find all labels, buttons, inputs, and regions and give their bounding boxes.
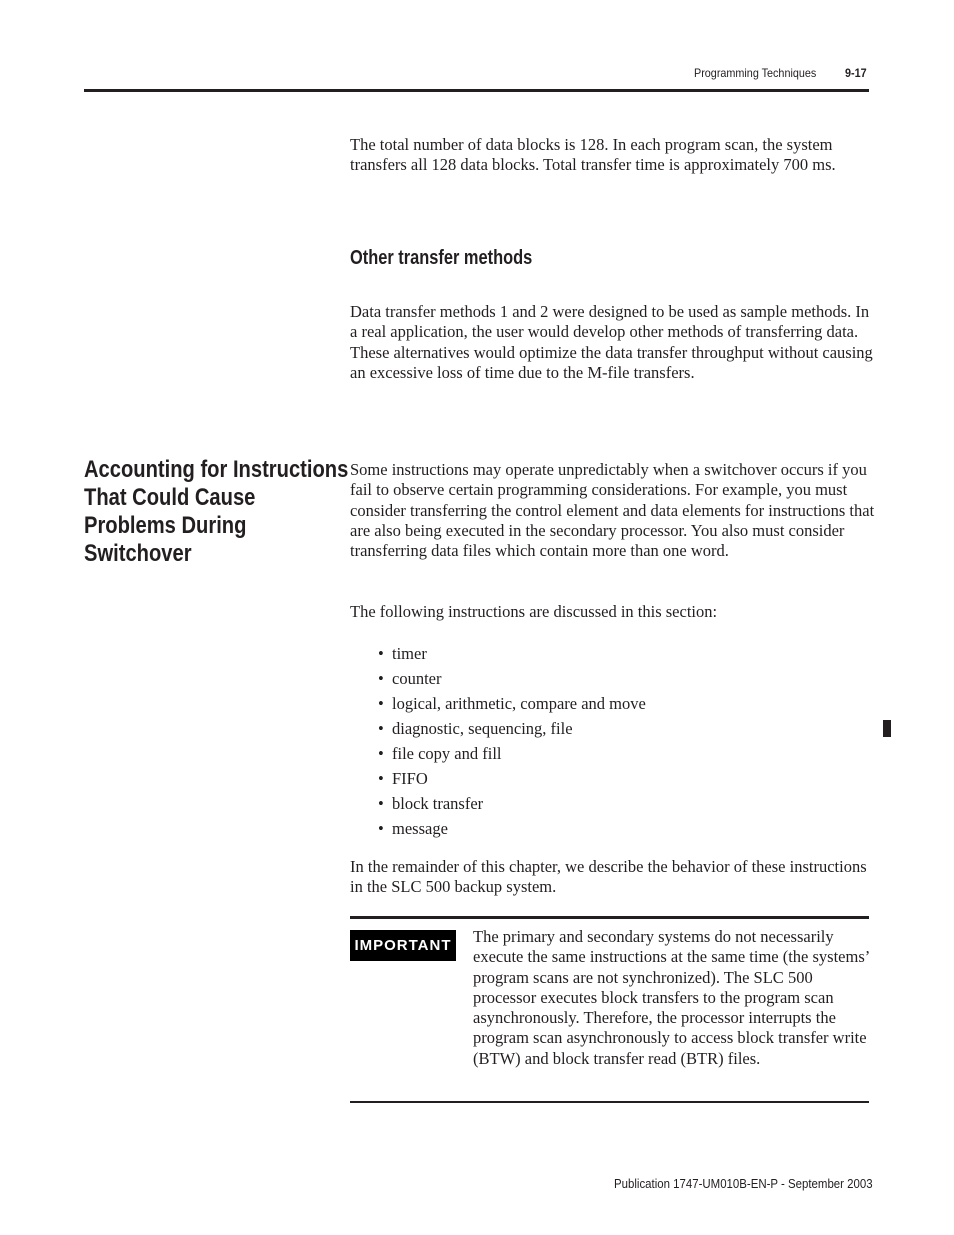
publication-footer: Publication 1747-UM010B-EN-P - September 2003 — [614, 1176, 873, 1191]
list-item-text: file copy and fill — [392, 744, 502, 763]
list-item — [378, 716, 646, 741]
page-number: 9-17 — [845, 66, 867, 80]
paragraph-data-blocks: The total number of data blocks is 128. In each program scan, the system transfers all 128 data blocks. Total transfer time is approximately 700 ms. — [350, 135, 836, 175]
bullet-icon: • — [378, 819, 384, 838]
list-item-text: FIFO — [392, 769, 428, 788]
paragraph-transfer-methods: Data transfer methods 1 and 2 were designed to be used as sample methods. In a real application, the user would develop other methods of transferring data. These alternatives would optimize the data transfer throughput without causing an excessive loss of time due to the M-file transfers. — [350, 302, 873, 382]
paragraph-remainder: In the remainder of this chapter, we describe the behavior of these instructions in the SLC 500 backup system. — [350, 857, 867, 897]
header-rule — [84, 89, 869, 92]
paragraph-instructions-intro: The following instructions are discussed in this section: — [350, 602, 718, 621]
header-section-title: Programming Techniques — [694, 66, 817, 80]
list-item-text: logical, arithmetic, compare and move — [392, 694, 646, 713]
subheading-other-transfer-methods: Other transfer methods — [350, 247, 533, 269]
important-bottom-rule — [350, 1101, 869, 1103]
list-item — [378, 766, 646, 791]
important-note-text: The primary and secondary systems do not necessarily execute the same instructions at the same time (the systems’ program scans are not synchronized). The SLC 500 processor executes block transfers to the program scan asynchronously. Therefore, the processor interrupts the program scan asynchronously to access block transfer write (BTW) and block transfer read (BTR) files. — [473, 927, 870, 1068]
list-item-text: diagnostic, sequencing, file — [392, 719, 573, 738]
bullet-icon: • — [378, 794, 384, 813]
list-item-text: timer — [392, 644, 427, 663]
bullet-icon: • — [378, 694, 384, 713]
bullet-icon: • — [378, 669, 384, 688]
list-item — [378, 641, 646, 666]
list-item — [378, 666, 646, 691]
important-top-rule — [350, 916, 869, 919]
list-item — [378, 741, 646, 766]
section-heading: Accounting for Instructions That Could Cause Problems During Switchover — [84, 456, 349, 567]
bullet-icon: • — [378, 719, 384, 738]
bullet-icon: • — [378, 644, 384, 663]
list-item-text: counter — [392, 669, 442, 688]
important-badge: IMPORTANT — [350, 930, 456, 961]
list-item — [378, 691, 646, 716]
instruction-list — [378, 641, 646, 841]
list-item — [378, 791, 646, 816]
bullet-icon: • — [378, 769, 384, 788]
bullet-icon: • — [378, 744, 384, 763]
list-item — [378, 816, 646, 841]
change-bar-marker — [883, 720, 891, 737]
list-item-text: message — [392, 819, 448, 838]
paragraph-switchover-intro: Some instructions may operate unpredictably when a switchover occurs if you fail to observe certain programming considerations. For example, you must consider transferring the control element and data elements for instructions that are also being executed in the secondary processor. You also must consider transferring data files which contain more than one word. — [350, 460, 875, 561]
list-item-text: block transfer — [392, 794, 484, 813]
